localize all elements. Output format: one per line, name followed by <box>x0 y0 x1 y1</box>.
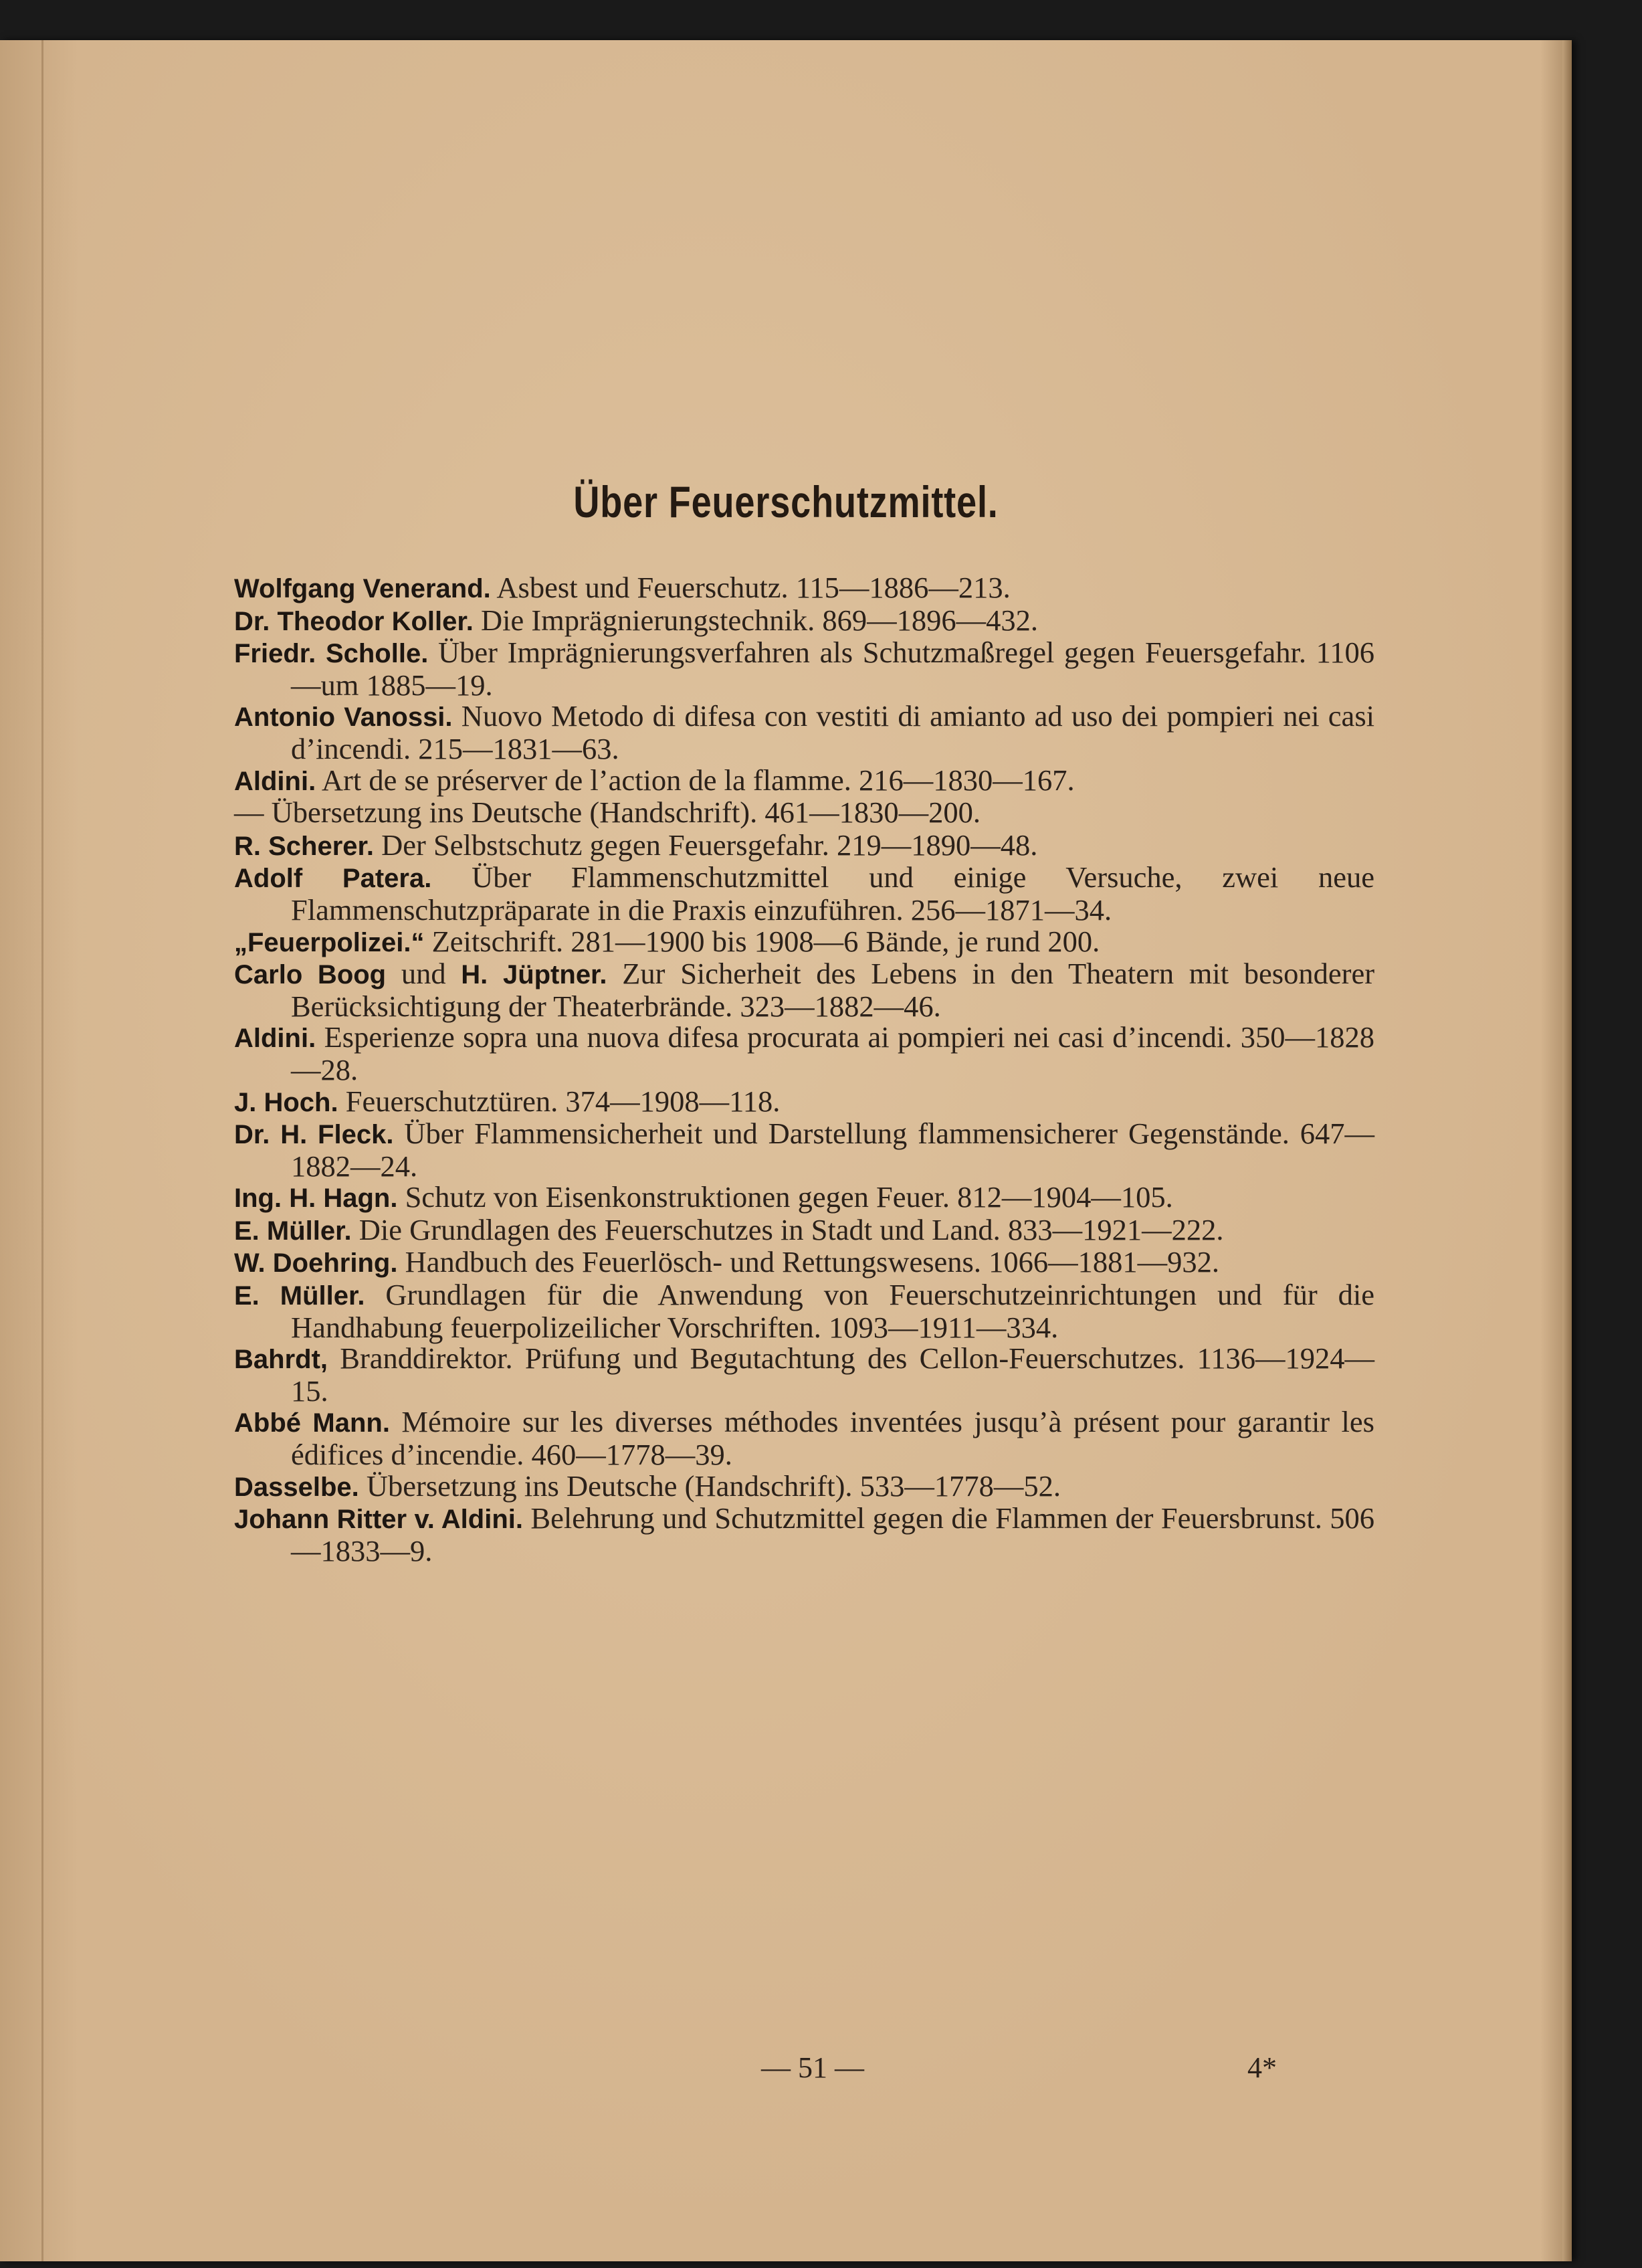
bibliography-entry <box>234 1182 1374 1214</box>
bibliography-entry <box>234 700 1374 764</box>
bibliography-list <box>234 572 1374 1566</box>
bibliography-entry <box>234 1118 1374 1182</box>
entry-text: Der Selbstschutz gegen Feuersgefahr. 219—1890—48. <box>374 828 1038 862</box>
entry-author: Bahrdt, <box>234 1345 328 1375</box>
bibliography-entry <box>234 797 1374 830</box>
entry-text: Die Imprägnierungstechnik. 869—1896—432. <box>473 603 1038 637</box>
entry-author: Ing. H. Hagn. <box>234 1184 398 1214</box>
entry-author: Dr. H. Fleck. <box>234 1120 394 1150</box>
bibliography-entry <box>234 926 1374 959</box>
entry-text: Über Flammensicherheit und Darstellung flammensicherer Gegenstände. 647—1882—24. <box>291 1117 1375 1183</box>
bibliography-entry <box>234 1022 1374 1085</box>
book-page <box>0 40 1572 2261</box>
bibliography-entry <box>234 572 1374 605</box>
entry-text: Über Flammenschutzmittel und einige Versuche, zwei neue Flammenschutzpräparate in die Praxis einzuführen. 256—1871—34. <box>291 860 1375 927</box>
entry-author: E. Müller. <box>234 1281 365 1311</box>
bibliography-entry <box>234 830 1374 862</box>
entry-author: R. Scherer. <box>234 831 375 861</box>
entry-author: Aldini. <box>234 766 316 796</box>
entry-author: Friedr. Scholle. <box>234 639 429 669</box>
bibliography-entry <box>234 1343 1374 1406</box>
entry-text: Die Grundlagen des Feuerschutzes in Stadt und Land. 833—1921—222. <box>351 1212 1224 1246</box>
entry-author: Carlo Boog <box>234 960 387 990</box>
bibliography-entry <box>234 862 1374 925</box>
entry-text: Übersetzung ins Deutsche (Handschrift). 533—1778—52. <box>358 1469 1061 1503</box>
page-edge <box>1562 40 1572 2261</box>
entry-text: Mémoire sur les diverses méthodes inventées jusqu’à présent pour garantir les édifices d’incendie. 460—1778—39. <box>291 1405 1374 1472</box>
entry-text: Asbest und Feuerschutz. 115—1886—213. <box>490 571 1011 604</box>
entry-text: Handbuch des Feuerlösch- und Rettungswesens. 1066—1881—932. <box>397 1245 1219 1279</box>
signature-mark: 4* <box>1247 2051 1277 2084</box>
entry-text: und <box>386 957 461 991</box>
entry-author: Antonio Vanossi. <box>234 702 453 733</box>
entry-text: Art de se préserver de l’action de la flamme. 216—1830—167. <box>316 763 1075 797</box>
bibliography-entry <box>234 1406 1374 1470</box>
bibliography-entry <box>234 637 1374 700</box>
entry-author: Wolfgang Venerand. <box>234 574 491 603</box>
gutter-fold <box>41 40 43 2261</box>
entry-text: Esperienze sopra una nuova difesa procurata ai pompieri nei casi d’incendi. 350—1828—28. <box>291 1020 1374 1086</box>
bibliography-entry <box>234 765 1374 797</box>
entry-author: J. Hoch. <box>234 1087 338 1117</box>
bibliography-entry <box>234 1471 1374 1503</box>
entry-author: Dr. Theodor Koller. <box>234 606 474 636</box>
entry-text: Feuerschutztüren. 374—1908—118. <box>338 1084 781 1118</box>
entry-author: Abbé Mann. <box>234 1408 390 1438</box>
page-number: — 51 — <box>761 2051 864 2084</box>
entry-text: Belehrung und Schutzmittel gegen die Flammen der Feuersbrunst. 506—1833—9. <box>291 1501 1374 1568</box>
entry-author: E. Müller. <box>234 1216 352 1246</box>
entry-text: Grundlagen für die Anwendung von Feuerschutzeinrichtungen und für die Handhabung feuerpolizeilicher Vorschriften. 1093—1911—334. <box>291 1278 1374 1344</box>
bibliography-entry <box>234 605 1374 638</box>
bibliography-entry <box>234 958 1374 1022</box>
bibliography-entry <box>234 1086 1374 1119</box>
entry-author: Johann Ritter v. Aldini. <box>234 1505 523 1535</box>
page-title: Über Feuerschutzmittel. <box>573 477 999 527</box>
bibliography-entry <box>234 1214 1374 1247</box>
entry-author: Aldini. <box>234 1024 316 1054</box>
entry-text: Nuovo Metodo di difesa con vestiti di amianto ad uso dei pompieri nei casi d’incendi. 215—1831—63. <box>291 699 1374 765</box>
bibliography-entry <box>234 1503 1374 1566</box>
entry-coauthor: H. Jüptner. <box>461 960 607 990</box>
entry-author: W. Doehring. <box>234 1248 398 1279</box>
bibliography-entry <box>234 1279 1374 1343</box>
entry-text: Zeitschrift. 281—1900 bis 1908—6 Bände, je rund 200. <box>424 924 1100 958</box>
entry-author: Dasselbe. <box>234 1472 359 1502</box>
bibliography-entry <box>234 1246 1374 1279</box>
entry-author: „Feuerpolizei.“ <box>234 927 425 957</box>
entry-text: Über Imprägnierungsverfahren als Schutzmaßregel gegen Feuersgefahr. 1106—um 1885—19. <box>291 636 1374 702</box>
entry-text: Zur Sicherheit des Lebens in den Theatern mit besonderer Berücksichtigung der Theaterbrände. 323—1882—46. <box>291 957 1375 1023</box>
entry-author: Adolf Patera. <box>234 864 432 894</box>
entry-text: — Übersetzung ins Deutsche (Handschrift). 461—1830—200. <box>234 795 981 830</box>
entry-text: Branddirektor. Prüfung und Begutachtung des Cellon-Feuerschutzes. 1136—1924—15. <box>291 1341 1374 1408</box>
entry-text: Schutz von Eisenkonstruktionen gegen Feuer. 812—1904—105. <box>397 1180 1173 1214</box>
